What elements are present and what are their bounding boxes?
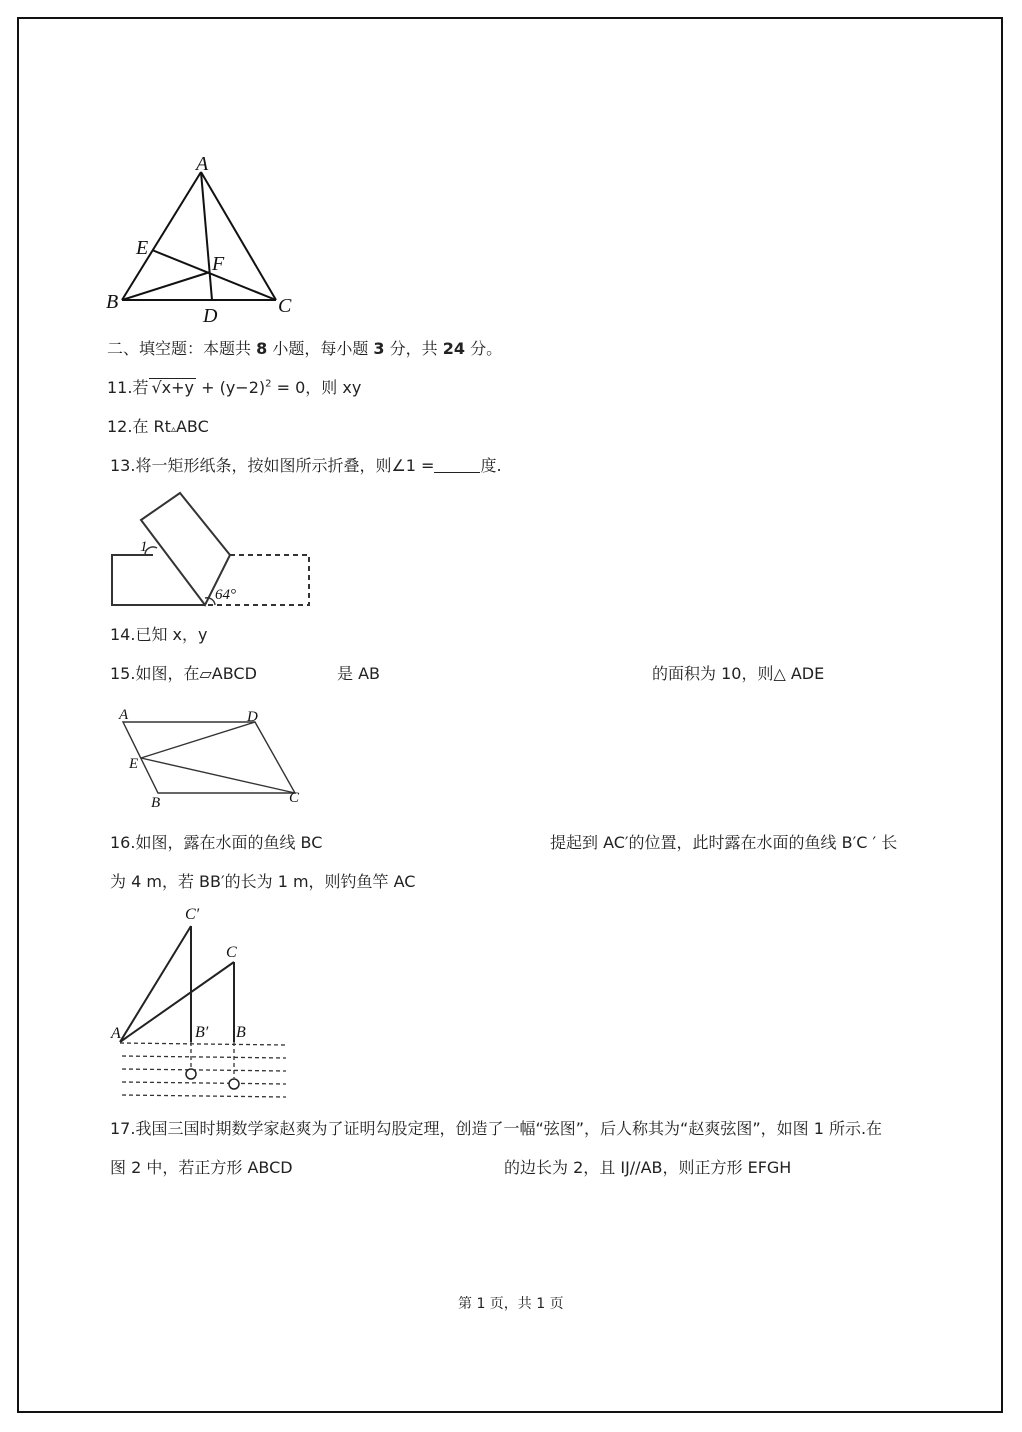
question-13: 13.将一矩形纸条，按如图所示折叠，则∠1 = 度. [110,456,502,475]
section-heading: 二、填空题：本题共 8 小题，每小题 3 分，共 24 分。 [107,339,503,358]
label-D: D [203,305,218,327]
water-line-2 [122,1056,286,1058]
label-C-prime: C′ [185,906,200,923]
page-footer: 第 1 页，共 1 页 [458,1296,564,1312]
question-17-line2a: 图 2 中，若正方形 ABCD [110,1158,293,1177]
rod-ac-prime [120,926,191,1042]
label-angle-1: 1 [140,539,148,555]
label-B: B [151,795,161,811]
fold-figure [105,488,325,613]
water-line-3 [122,1069,286,1071]
question-17-line2b: 的边长为 2，且 IJ//AB，则正方形 EFGH [504,1158,792,1177]
water-line-5 [122,1095,286,1097]
label-C: C [289,790,300,806]
fishing-rod-figure [108,900,298,1105]
question-17: 17.我国三国时期数学家赵爽为了证明勾股定理，创造了一幅“弦图”，后人称其为“赵爽弦图”，如图 1 所示.在 [110,1119,883,1138]
side-ac [201,172,276,300]
median-ad [201,172,212,300]
segment-bf [122,272,210,300]
water-line-1 [120,1043,286,1045]
label-E: E [136,237,149,259]
segment-ed [141,722,255,758]
label-C: C [226,944,237,961]
question-12: 12.在 Rt▵ABC [107,417,209,436]
question-14: 14.已知 x，y [110,625,208,644]
label-A: A [119,707,129,723]
answer-blank [434,458,480,473]
segment-ec [141,758,295,793]
side-ab [122,172,201,300]
parallelogram-figure [110,700,320,815]
label-D: D [247,709,258,725]
question-11: 11.若 $√x+y + (y-2)^2 = 0$，则 xy [107,378,362,397]
question-16-part2: 提起到 AC′的位置，此时露在水面的鱼线 B′C ′ 长 [550,833,898,852]
label-B: B [106,291,119,313]
label-A: A [196,153,209,175]
water-line-4 [122,1082,286,1084]
radical-sign: √x+y [151,378,194,397]
label-B: B [236,1024,246,1041]
question-16-line2: 为 4 m，若 BB′的长为 1 m，则钓鱼竿 AC [110,872,416,891]
triangle-figure [100,150,310,330]
question-16: 16.如图，露在水面的鱼线 BC [110,833,323,852]
rod-ac [120,962,234,1042]
parallelogram-abcd [123,722,295,793]
question-15-part3: 的面积为 10，则△ ADE [652,664,825,683]
label-E: E [129,756,139,772]
question-15: 15.如图，在▱ABCD [110,664,257,683]
label-F: F [212,253,225,275]
label-C: C [278,295,292,317]
label-64-degrees: 64° [215,587,236,603]
hook-b-prime [186,1069,196,1079]
label-A: A [111,1025,121,1042]
label-B-prime: B′ [195,1024,209,1041]
strip-left [112,555,205,605]
hook-b [229,1079,239,1089]
question-15-part2: 是 AB [337,664,381,683]
